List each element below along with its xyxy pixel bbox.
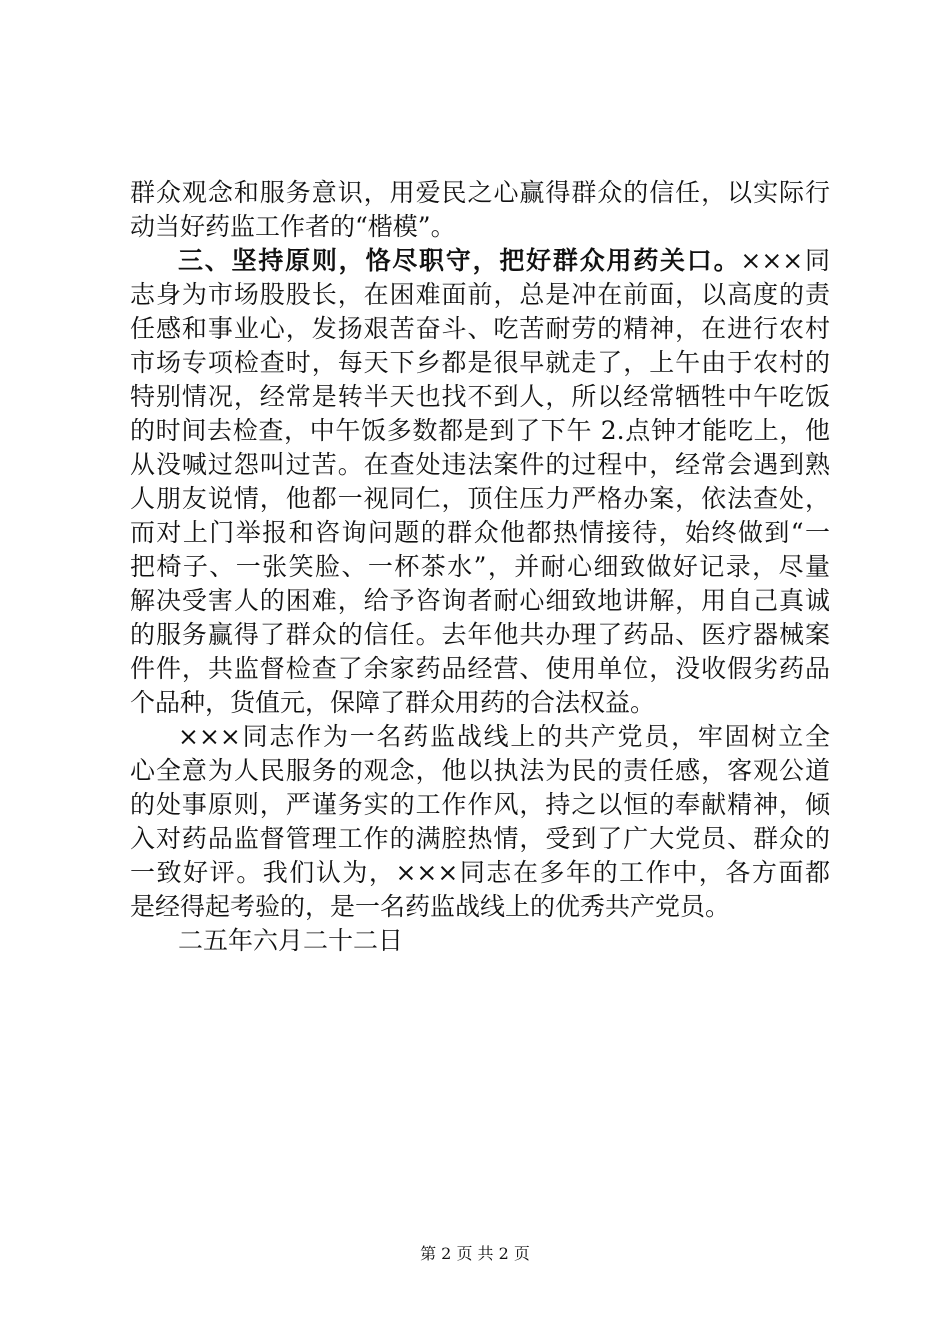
paragraph-line: ×××同 <box>740 246 830 275</box>
paragraph-line: 从没喊过怨叫过苦。在查处违法案件的过程中，经常会遇到熟 <box>130 450 830 479</box>
paragraph-line: 个品种，货值元，保障了群众用药的合法权益。 <box>130 688 656 717</box>
paragraph-line: 的处事原则，严谨务实的工作作风，持之以恒的奉献精神，倾 <box>130 790 830 819</box>
paragraph-line: 一致好评。我们认为，×××同志在多年的工作中，各方面都 <box>130 858 830 887</box>
paragraph-line: 心全意为人民服务的观念，他以执法为民的责任感，客观公道 <box>130 756 830 785</box>
paragraph-line: 的时间去检查，中午饭多数都是到了下午 2.点钟才能吃上，他 <box>130 416 830 445</box>
paragraph-line: 而对上门举报和咨询问题的群众他都热情接待，始终做到“一 <box>130 518 830 547</box>
paragraph-line: 入对药品监督管理工作的满腔热情，受到了广大党员、群众的 <box>130 824 830 853</box>
document-date: 二五年六月二十二日 <box>178 926 404 955</box>
paragraph-line: 人朋友说情，他都一视同仁，顶住压力严格办案，依法查处， <box>130 484 830 513</box>
paragraph-line: 解决受害人的困难，给予咨询者耐心细致地讲解，用自己真诚 <box>130 586 830 615</box>
paragraph-line: 件件，共监督检查了余家药品经营、使用单位，没收假劣药品 <box>130 654 830 683</box>
paragraph-line: 的服务赢得了群众的信任。去年他共办理了药品、医疗器械案 <box>130 620 830 649</box>
section-heading-line <box>178 244 830 278</box>
paragraph-line: 是经得起考验的，是一名药监战线上的优秀共产党员。 <box>130 892 731 921</box>
section-heading: 三、坚持原则，恪尽职守，把好群众用药关口。 <box>178 246 741 275</box>
page-number-footer: 第 2 页 共 2 页 <box>420 1244 530 1263</box>
paragraph-line: ×××同志作为一名药监战线上的共产党员，牢固树立全 <box>178 722 830 751</box>
paragraph-line: 特别情况，经常是转半天也找不到人，所以经常牺牲中午吃饭 <box>130 382 830 411</box>
paragraph-line: 群众观念和服务意识，用爱民之心赢得群众的信任，以实际行 <box>130 178 830 207</box>
paragraph-line: 任感和事业心，发扬艰苦奋斗、吃苦耐劳的精神，在进行农村 <box>130 314 830 343</box>
paragraph-line: 市场专项检查时，每天下乡都是很早就走了，上午由于农村的 <box>130 348 830 377</box>
paragraph-line: 志身为市场股股长，在困难面前，总是冲在前面，以高度的责 <box>130 280 830 309</box>
paragraph-line: 动当好药监工作者的“楷模”。 <box>130 212 456 241</box>
paragraph-line: 把椅子、一张笑脸、一杯茶水”，并耐心细致做好记录，尽量 <box>130 552 830 581</box>
